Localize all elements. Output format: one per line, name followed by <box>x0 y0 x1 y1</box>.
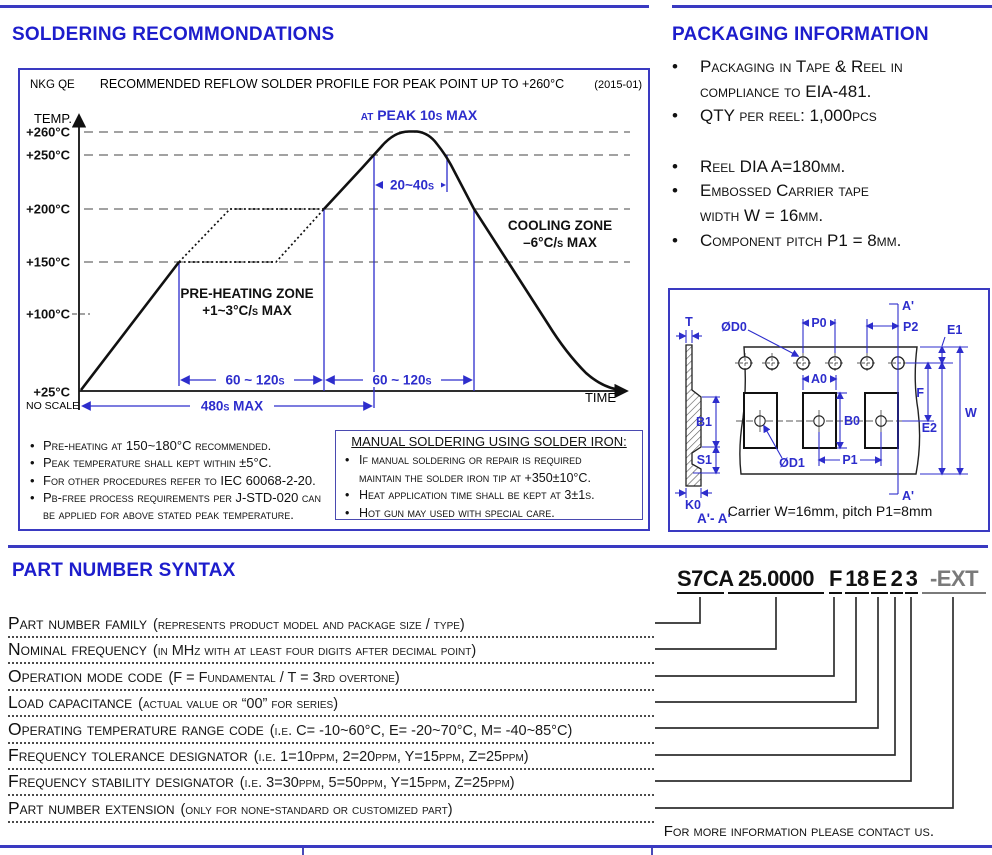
zone-labels <box>180 218 612 318</box>
segment-family: S7CA <box>677 566 724 594</box>
packaging-text: Embossed Carrier tape <box>700 181 869 201</box>
label-P0: P0 <box>811 316 827 330</box>
label-D1: ØD1 <box>779 456 805 470</box>
row-detail: (i.e. C= -10~60°C, E= -20~70°C, M= -40~85°C) <box>269 722 573 739</box>
dim-60-120s-preheat: 60 ~ 120s <box>225 372 285 388</box>
list-item <box>30 437 330 454</box>
list-item <box>336 505 642 523</box>
row-detail: (i.e. 1=10ppm, 2=20ppm, Y=15ppm, Z=25ppm) <box>253 749 529 765</box>
label-P2: P2 <box>903 320 919 334</box>
reflow-curve <box>81 132 624 391</box>
bullet-icon <box>345 452 359 470</box>
segment-temp: E <box>871 566 888 594</box>
segment-frequency: 25.0000 <box>728 566 824 594</box>
note-text: If manual soldering or repair is required <box>359 453 582 467</box>
tick-25: +25°C <box>33 384 70 400</box>
tick-260: +260°C <box>26 124 70 140</box>
bullet-icon <box>30 472 43 489</box>
bullet-icon <box>30 437 43 454</box>
top-rule-left <box>0 5 649 8</box>
row-name: Part number family <box>8 613 147 633</box>
manual-soldering-title: MANUAL SOLDERING USING SOLDER IRON: <box>351 434 627 449</box>
no-scale-label: NO SCALE <box>26 400 80 412</box>
bullet-icon <box>672 179 700 204</box>
packaging-text: Component pitch P1 = 8mm. <box>700 230 902 250</box>
label-W: W <box>965 406 977 420</box>
list-item <box>672 155 988 180</box>
bullet-icon <box>672 155 700 180</box>
bullet-icon <box>345 487 359 505</box>
list-item <box>672 229 988 254</box>
spacer <box>672 129 988 155</box>
label-A-top: A' <box>902 299 914 313</box>
row-name: Frequency stability designator <box>8 771 234 792</box>
note-text: maintain the solder iron tip at +350±10°C. <box>359 470 591 485</box>
note-text: Hot gun may used with special care. <box>359 505 555 520</box>
label-K0: K0 <box>685 498 701 512</box>
segment-tolerance: 2 <box>890 566 903 594</box>
label-E2: E2 <box>921 421 937 435</box>
label-section: A'- A' <box>697 511 731 526</box>
label-F: F <box>916 386 924 400</box>
dim-60-120s-reflow: 60 ~ 120s <box>372 372 432 388</box>
list-item <box>336 470 642 488</box>
carrier-tape-diagram-box <box>668 288 990 532</box>
row-name: Operating temperature range code <box>8 718 264 739</box>
row-name: Operation mode code <box>8 665 163 686</box>
row-name: Part number extension <box>8 797 175 818</box>
label-A0: A0 <box>811 372 827 386</box>
row-name: Load capacitance <box>8 692 133 713</box>
list-item <box>672 179 988 204</box>
bullet-icon <box>672 104 700 129</box>
dim-480s-max: 480s MAX <box>200 398 264 414</box>
packaging-text: compliance to EIA-481. <box>700 81 872 101</box>
axes <box>79 116 626 410</box>
list-item <box>672 104 988 129</box>
segment-mode: F <box>829 566 842 594</box>
list-item <box>672 204 988 229</box>
y-axis-label: TEMP. <box>33 111 72 126</box>
manual-soldering-box <box>335 430 643 520</box>
table-row <box>8 611 654 638</box>
bullet-icon <box>672 55 700 80</box>
packaging-text: width W = 16mm. <box>700 205 824 225</box>
footer-table-tick <box>651 848 653 855</box>
table-row <box>8 664 654 691</box>
chart-header <box>30 77 642 91</box>
diagram-caption: Carrier W=16mm, pitch P1=8mm <box>727 503 933 519</box>
segment-load: 18 <box>845 566 869 594</box>
note-text: Peak temperature shall kept within ±5°C. <box>43 455 272 471</box>
row-name: Frequency tolerance designator <box>8 745 248 765</box>
table-row <box>8 690 654 717</box>
segment-stability: 3 <box>905 566 918 594</box>
list-item <box>30 454 330 471</box>
list-item <box>30 472 330 489</box>
bottom-rule <box>0 845 992 848</box>
note-text: be applied for above stated peak temperature. <box>43 507 294 523</box>
label-A-bottom: A' <box>902 489 914 503</box>
row-detail: (in MHz with at least four digits after decimal point) <box>152 643 477 660</box>
tick-100: +100°C <box>26 306 70 322</box>
tick-200: +200°C <box>26 201 70 217</box>
y-tick-labels <box>26 125 70 400</box>
table-row <box>8 717 654 744</box>
packaging-heading: PACKAGING INFORMATION <box>672 24 929 45</box>
chart-corner-left: NKG QE <box>30 79 75 91</box>
part-number-leader-lines <box>650 588 992 824</box>
tick-250: +250°C <box>26 147 70 163</box>
list-item <box>672 55 988 80</box>
note-text: Heat application time shall be kept at 3±1s. <box>359 488 595 502</box>
peak-note: at PEAK 10s MAX <box>360 107 478 123</box>
packaging-text: QTY per reel: 1,000pcs <box>700 106 877 126</box>
reflow-profile-box <box>18 68 650 531</box>
table-row <box>8 743 654 770</box>
soldering-heading: SOLDERING RECOMMONDATIONS <box>12 24 335 45</box>
label-S1: S1 <box>696 453 712 467</box>
tape-top-view <box>735 347 925 474</box>
list-item <box>672 80 988 105</box>
row-detail: (represents product model and package size / type) <box>152 617 465 633</box>
bullet-icon <box>30 454 43 471</box>
label-D0: ØD0 <box>721 320 747 334</box>
label-B1: B1 <box>696 415 712 429</box>
label-P1: P1 <box>842 453 858 467</box>
row-detail: (F = Fundamental / T = 3rd overtone) <box>168 669 400 686</box>
footer-note: For more information please contact us. <box>663 823 934 840</box>
note-text: Pb-free process requirements per J-STD-020 can <box>43 489 321 505</box>
list-item <box>30 489 330 506</box>
x-axis-label: TIME <box>584 390 616 405</box>
row-detail: (only for none-standard or customized part) <box>180 801 453 818</box>
list-item <box>336 487 642 505</box>
chart-title: RECOMMENDED REFLOW SOLDER PROFILE FOR PEAK POINT UP TO +260°C <box>99 77 565 91</box>
row-detail: (actual value or “00” for series) <box>138 696 339 713</box>
top-rule-right <box>672 5 992 8</box>
note-text: Pre-heating at 150~180°C recommended. <box>43 438 272 453</box>
mid-rule <box>8 545 988 548</box>
footer-table-tick <box>302 848 304 855</box>
preheat-zone-line1: PRE-HEATING ZONE <box>180 286 314 301</box>
table-row <box>8 637 654 664</box>
note-text: For other procedures refer to IEC 60068-2-20. <box>43 472 316 488</box>
bullet-icon <box>30 489 43 506</box>
packaging-text: Reel DIA A=180mm. <box>700 156 846 176</box>
bullet-icon <box>672 229 700 254</box>
bullet-icon <box>345 505 359 523</box>
label-T: T <box>685 315 693 329</box>
segment-extension: -EXT <box>922 566 986 594</box>
preheat-zone-line2: +1~3°C/s MAX <box>202 303 292 318</box>
row-detail: (i.e. 3=30ppm, 5=50ppm, Y=15ppm, Z=25ppm) <box>239 775 515 792</box>
list-item <box>336 452 642 470</box>
list-item <box>30 506 330 523</box>
chart-revision: (2015-01) <box>594 79 642 91</box>
cooling-zone-line1: COOLING ZONE <box>507 218 613 233</box>
row-name: Nominal frequency <box>8 639 147 660</box>
dimension-verticals <box>179 155 474 408</box>
soldering-notes <box>30 437 330 523</box>
cooling-zone-line2: –6°C/s MAX <box>523 235 597 250</box>
packaging-list <box>672 55 988 253</box>
packaging-text: Packaging in Tape & Reel in <box>700 57 903 76</box>
table-row <box>8 769 654 796</box>
label-E1: E1 <box>947 323 963 337</box>
tick-150: +150°C <box>26 254 70 270</box>
label-B0: B0 <box>844 414 860 428</box>
dim-20-40s: 20~40s <box>390 177 434 193</box>
part-number-heading: PART NUMBER SYNTAX <box>12 560 236 581</box>
carrier-tape-diagram <box>670 290 987 529</box>
table-row <box>8 796 654 823</box>
